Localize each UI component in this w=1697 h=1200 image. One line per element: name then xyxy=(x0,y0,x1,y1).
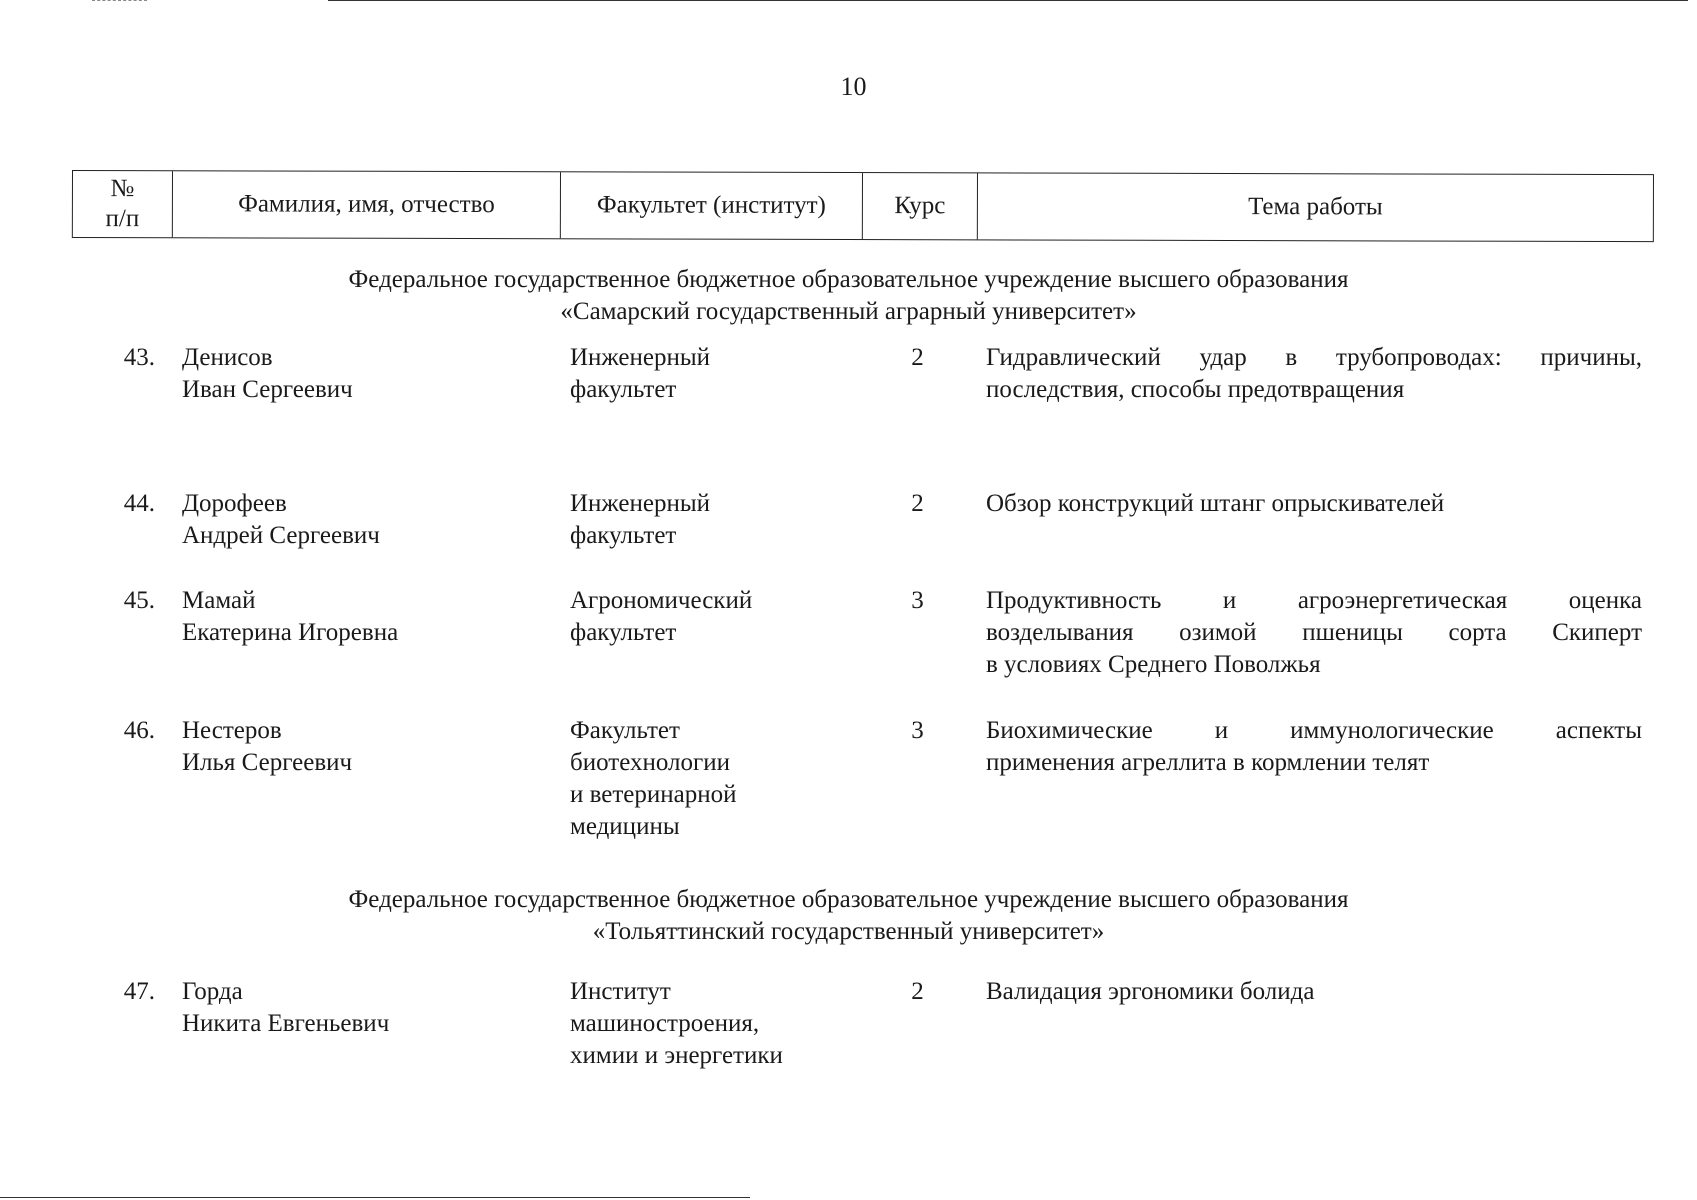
section-title-line: Федеральное государственное бюджетное образовательное учреждение высшего образования xyxy=(348,266,1349,293)
topic-line: Продуктивность и агроэнергетическая оценка xyxy=(986,587,1642,614)
section-title-line: Федеральное государственное бюджетное образовательное учреждение высшего образования xyxy=(348,886,1349,913)
row-num: 45. xyxy=(123,587,155,614)
page-number: 10 xyxy=(840,72,867,101)
row-faculty xyxy=(570,715,870,843)
name-line: Горда xyxy=(182,978,243,1005)
top-rule xyxy=(328,0,1688,1)
row-course: 2 xyxy=(911,978,924,1005)
row-faculty xyxy=(570,976,870,1072)
section-title-line: «Самарский государственный аграрный университет» xyxy=(560,298,1137,325)
faculty-line: Инженерный xyxy=(570,344,711,371)
row-course: 3 xyxy=(911,587,924,614)
row-num: 43. xyxy=(123,344,155,371)
faculty-line: факультет xyxy=(570,376,677,403)
name-line: Иван Сергеевич xyxy=(182,376,353,403)
name-line: Денисов xyxy=(182,344,273,371)
header-topic: Тема работы xyxy=(1248,193,1383,221)
topic-line: Валидация эргономики болида xyxy=(986,978,1315,1005)
row-name xyxy=(182,976,542,1040)
row-faculty xyxy=(570,488,870,552)
row-name xyxy=(182,488,542,552)
row-faculty xyxy=(570,585,870,649)
faculty-line: медицины xyxy=(570,813,680,840)
header-faculty: Факультет (институт) xyxy=(561,172,863,239)
topic-line: Биохимические и иммунологические аспекты xyxy=(986,717,1642,744)
row-topic xyxy=(986,585,1642,681)
row-course: 3 xyxy=(911,717,924,744)
name-line: Андрей Сергеевич xyxy=(182,522,380,549)
row-course: 2 xyxy=(911,344,924,371)
topic-line: Гидравлический удар в трубопроводах: причины, xyxy=(986,344,1642,371)
header-course: Курс xyxy=(863,173,978,239)
header-num-label: № п/п xyxy=(105,175,140,233)
row-name xyxy=(182,342,542,406)
topic-line: в условиях Среднего Поволжья xyxy=(986,651,1321,678)
row-name xyxy=(182,585,542,649)
faculty-line: Факультет xyxy=(570,717,680,744)
faculty-line: Инженерный xyxy=(570,490,711,517)
row-topic xyxy=(986,342,1642,406)
name-line: Мамай xyxy=(182,587,256,614)
name-line: Екатерина Игоревна xyxy=(182,619,399,646)
topic-line: применения агреллита в кормлении телят xyxy=(986,749,1430,776)
name-line: Илья Сергеевич xyxy=(182,749,353,776)
topic-line: последствия, способы предотвращения xyxy=(986,376,1405,403)
faculty-line: биотехнологии xyxy=(570,749,730,776)
faculty-line: факультет xyxy=(570,619,677,646)
top-dashed-rule xyxy=(92,0,147,1)
faculty-line: Институт xyxy=(570,978,671,1005)
faculty-line: факультет xyxy=(570,522,677,549)
faculty-line: машиностроения, xyxy=(570,1010,760,1037)
row-faculty xyxy=(570,342,870,406)
header-name: Фамилия, имя, отчество xyxy=(173,171,561,238)
name-line: Нестеров xyxy=(182,717,282,744)
faculty-line: химии и энергетики xyxy=(570,1042,783,1069)
faculty-line: и ветеринарной xyxy=(570,781,737,808)
row-topic xyxy=(986,488,1642,520)
row-topic xyxy=(986,976,1642,1008)
bottom-rule xyxy=(0,1197,750,1198)
section-title-togliatti xyxy=(0,884,1697,948)
faculty-line: Агрономический xyxy=(570,587,753,614)
table-header xyxy=(72,170,1654,242)
name-line: Никита Евгеньевич xyxy=(182,1010,390,1037)
row-num: 44. xyxy=(123,490,155,517)
row-name xyxy=(182,715,542,779)
section-title-line: «Тольяттинский государственный университет» xyxy=(592,918,1105,945)
topic-line: Обзор конструкций штанг опрыскивателей xyxy=(986,490,1445,517)
section-title-samara xyxy=(0,264,1697,328)
topic-line: возделывания озимой пшеницы сорта Скиперт xyxy=(986,619,1642,646)
row-num: 46. xyxy=(123,717,155,744)
name-line: Дорофеев xyxy=(182,490,287,517)
row-course: 2 xyxy=(911,490,924,517)
row-num: 47. xyxy=(123,978,155,1005)
header-num xyxy=(73,171,173,237)
row-topic xyxy=(986,715,1642,779)
